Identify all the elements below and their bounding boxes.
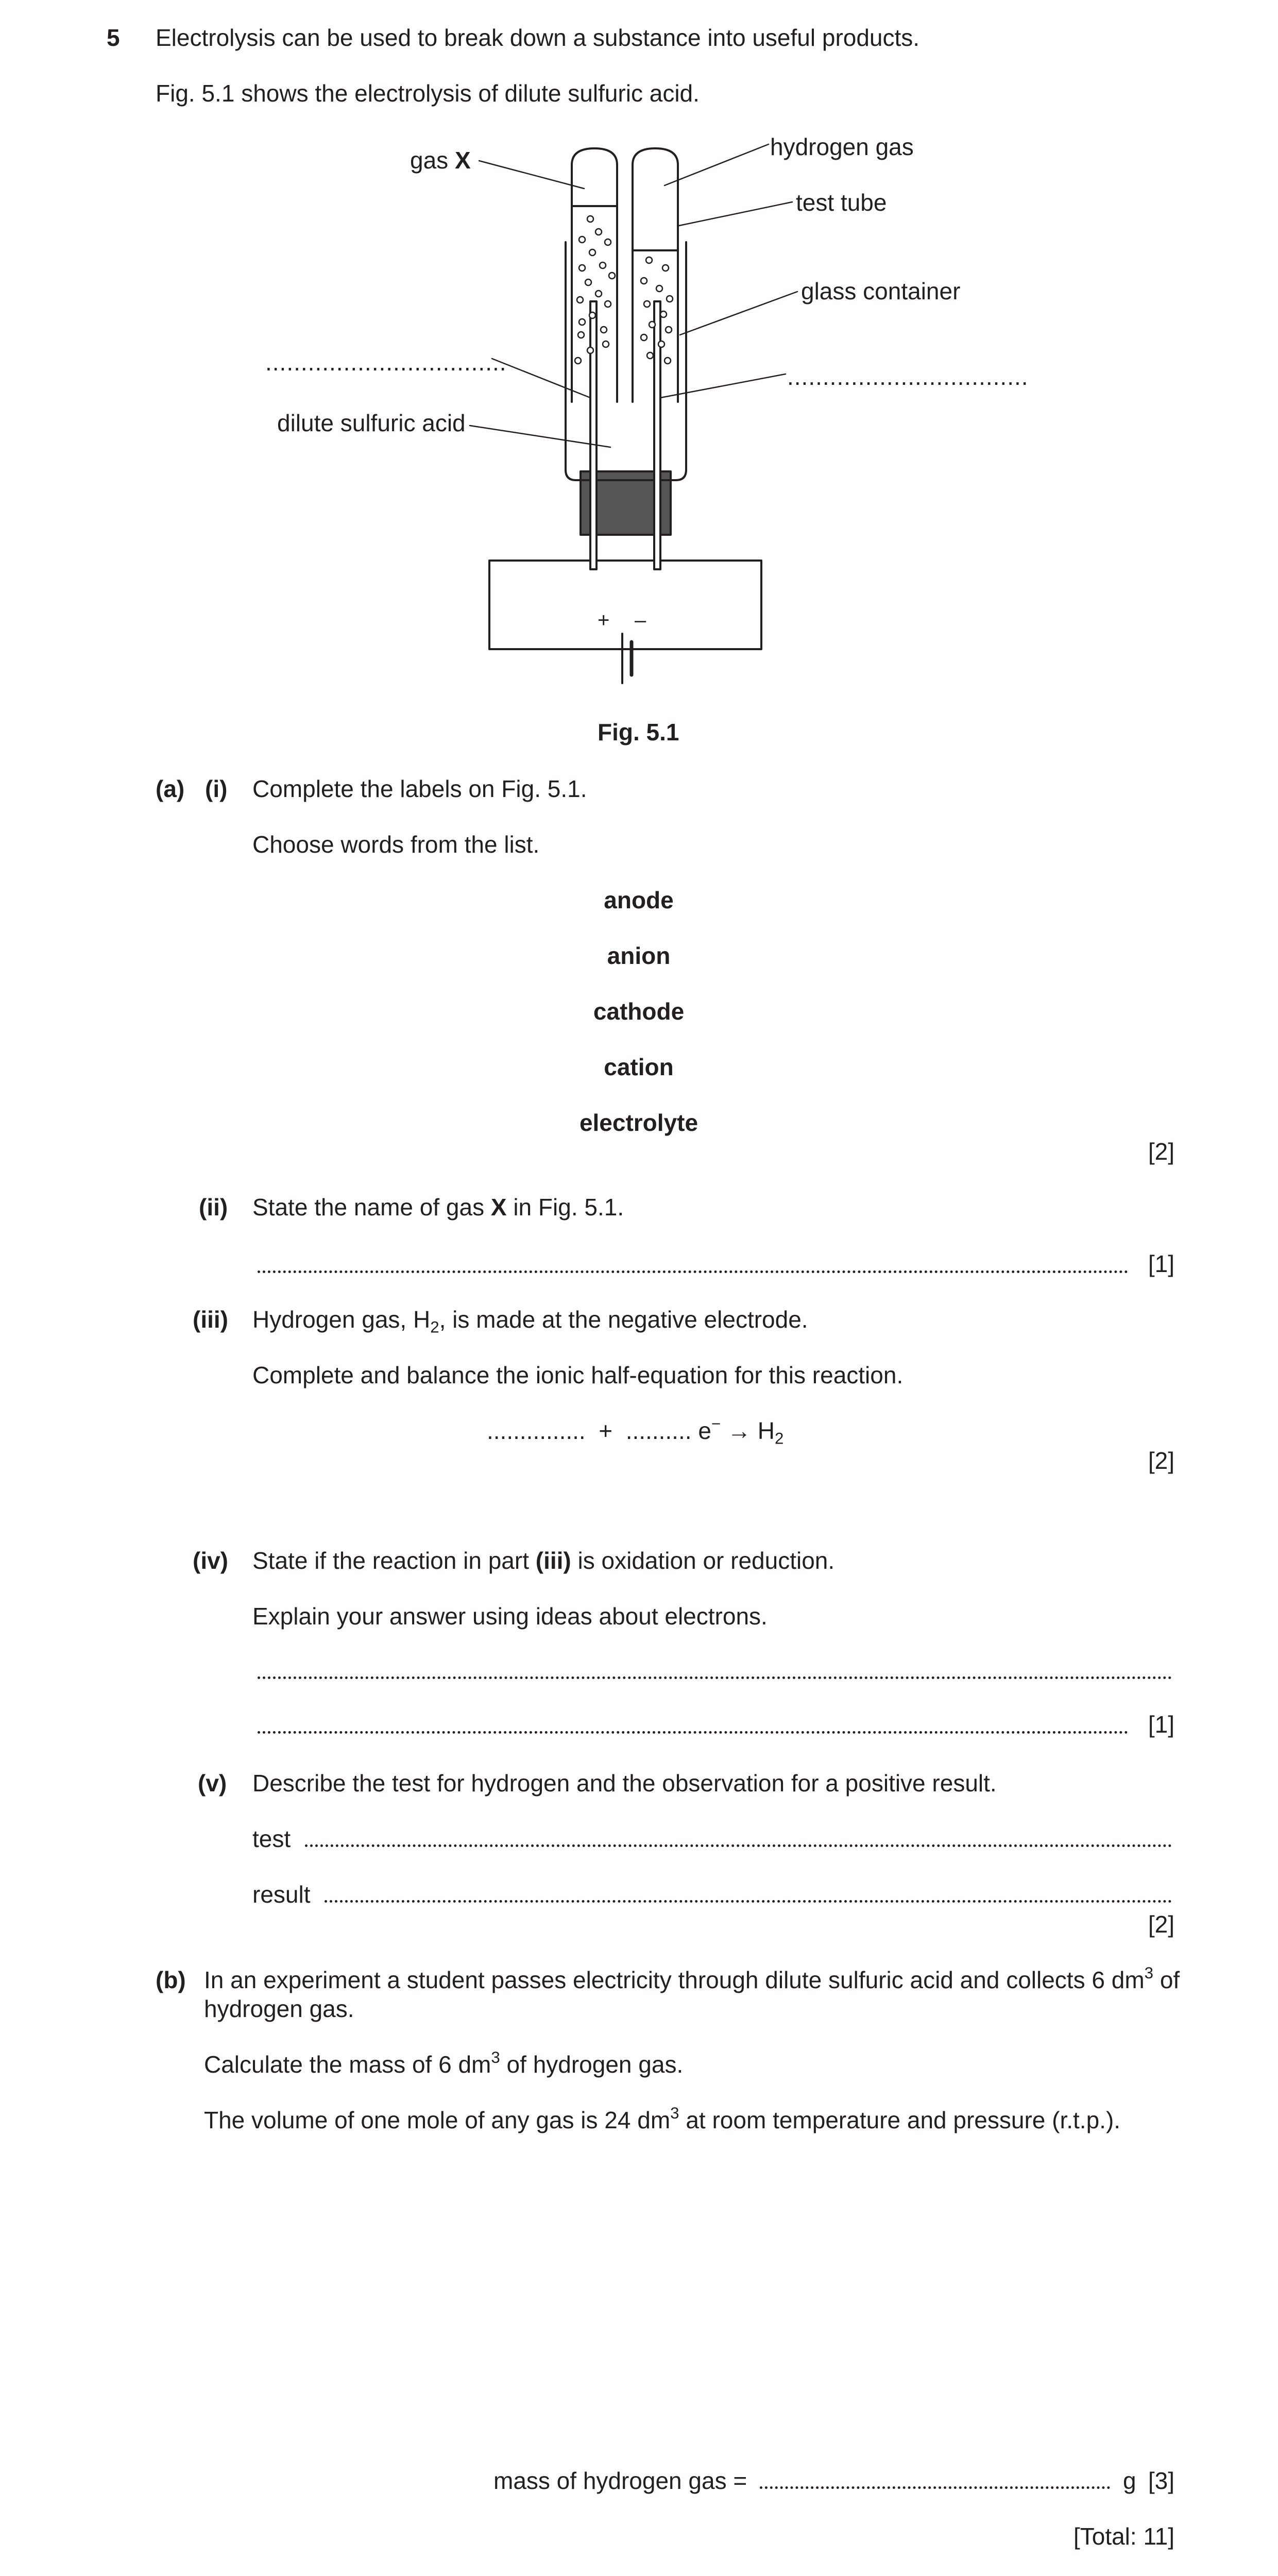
gas-bubble <box>600 262 606 268</box>
marks-a-v: [2] <box>1148 1911 1174 1938</box>
gas-bubble <box>575 358 581 364</box>
gas-bubble <box>589 312 595 318</box>
part-a-label: (a) <box>156 775 185 802</box>
part-a-ii-question: State the name of gas X in Fig. 5.1. <box>252 1194 624 1221</box>
marks-a-ii: [1] <box>1148 1250 1174 1277</box>
word-list-item: anion <box>607 942 671 969</box>
part-a-iv-question: State if the reaction in part (iii) is oxidation or reduction. <box>252 1547 835 1574</box>
answer-unit-g: g <box>1123 2467 1136 2494</box>
test-label: test <box>252 1825 291 1852</box>
label-blank-right[interactable]: .................................. <box>787 363 1029 390</box>
answer-line-mass[interactable] <box>760 2486 1110 2489</box>
label-gas-x: gas X <box>410 147 471 174</box>
part-a-i-instruction: Complete the labels on Fig. 5.1. <box>252 775 587 802</box>
marks-a-iv: [1] <box>1148 1711 1174 1738</box>
answer-label-mass: mass of hydrogen gas = <box>493 2467 747 2494</box>
part-b-label: (b) <box>156 1967 186 1993</box>
half-equation[interactable]: ............... + .......... $e^- \to H_2$ <box>487 1415 784 1448</box>
label-glass-container: glass container <box>801 278 961 304</box>
gas-bubble <box>589 249 595 256</box>
gas-bubble <box>585 279 591 285</box>
question-intro: Electrolysis can be used to break down a substance into useful products. <box>156 24 920 51</box>
answer-line-a-iv-2[interactable] <box>258 1731 1128 1734</box>
gas-bubble <box>578 332 584 338</box>
answer-line-result[interactable] <box>325 1900 1172 1903</box>
part-a-iv-label: (iv) <box>193 1547 228 1574</box>
part-a-iii-statement: Hydrogen gas, $H_2$, is made at the negative electrode. <box>252 1306 808 1336</box>
total-marks: [Total: 11] <box>1073 2523 1174 2550</box>
gas-bubble <box>595 229 602 235</box>
marks-a-i: [2] <box>1148 1138 1174 1165</box>
label-dilute-sulfuric-acid: dilute sulfuric acid <box>277 410 466 436</box>
label-hydrogen-gas: hydrogen gas <box>770 133 914 160</box>
gas-bubble <box>577 297 583 303</box>
gas-bubble <box>646 257 652 263</box>
part-b-calculate: Calculate the mass of 6 $dm^3$ of hydrogen gas. <box>204 2048 684 2078</box>
result-label: result <box>252 1881 311 1908</box>
gas-bubble <box>579 319 585 325</box>
cell-minus-sign: – <box>635 609 646 632</box>
part-a-iii-label: (iii) <box>193 1306 228 1333</box>
left-electrode <box>590 301 597 569</box>
gas-bubble <box>641 278 647 284</box>
gas-bubble <box>605 239 611 245</box>
gas-bubble <box>656 285 662 292</box>
answer-line-test[interactable] <box>305 1844 1172 1847</box>
answer-line-a-iv-1[interactable] <box>258 1676 1172 1679</box>
gas-bubble <box>605 301 611 307</box>
label-test-tube: test tube <box>796 189 887 216</box>
gas-bubble <box>662 265 669 271</box>
part-a-v-question: Describe the test for hydrogen and the observation for a positive result. <box>252 1770 997 1797</box>
circuit-wire <box>489 561 761 649</box>
part-b-line2: hydrogen gas. <box>204 1995 354 2022</box>
word-list-item: cation <box>604 1054 674 1080</box>
gas-bubble <box>647 352 653 359</box>
marks-a-iii: [2] <box>1148 1447 1174 1474</box>
cell-plus-sign: + <box>598 609 610 632</box>
gas-bubble <box>667 296 673 302</box>
gas-bubble <box>587 216 593 222</box>
part-a-i-choose-text: Choose words from the list. <box>252 831 540 858</box>
part-a-i-label: (i) <box>205 775 228 802</box>
gas-bubble <box>579 265 585 271</box>
figure-caption: Fig. 5.1 <box>598 719 679 745</box>
gas-bubble <box>601 327 607 333</box>
gas-bubble <box>666 327 672 333</box>
marks-b: [3] <box>1148 2467 1174 2494</box>
part-b-molar-volume: The volume of one mole of any gas is 24 $dm^3$ at room temperature and pressure (r.t.p.). <box>204 2104 1121 2133</box>
gas-bubble <box>595 291 602 297</box>
answer-line-a-ii[interactable] <box>258 1270 1128 1273</box>
gas-bubble <box>609 273 615 279</box>
question-number: 5 <box>107 24 120 51</box>
gas-bubble <box>660 311 667 317</box>
gas-bubble <box>587 347 593 353</box>
part-a-iii-instruction: Complete and balance the ionic half-equation for this reaction. <box>252 1362 904 1388</box>
word-list-item: electrolyte <box>579 1109 698 1136</box>
part-a-v-label: (v) <box>198 1770 227 1797</box>
gas-bubble <box>664 358 671 364</box>
gas-bubble <box>644 301 650 307</box>
gas-bubble <box>649 321 655 328</box>
gas-bubble <box>579 236 585 243</box>
word-list-item: cathode <box>593 998 685 1025</box>
word-list-item: anode <box>604 887 674 913</box>
part-a-ii-label: (ii) <box>199 1194 228 1221</box>
gas-bubble <box>658 341 664 347</box>
label-blank-left[interactable]: .................................. <box>265 349 507 376</box>
part-b-line1: In an experiment a student passes electricity through dilute sulfuric acid and collects 6 $dm^3$ of <box>204 1964 1180 1993</box>
part-a-iv-instruction: Explain your answer using ideas about electrons. <box>252 1603 768 1630</box>
gas-bubble <box>603 341 609 347</box>
gas-bubble <box>641 334 647 341</box>
figure-reference-text: Fig. 5.1 shows the electrolysis of dilute sulfuric acid. <box>156 80 700 107</box>
